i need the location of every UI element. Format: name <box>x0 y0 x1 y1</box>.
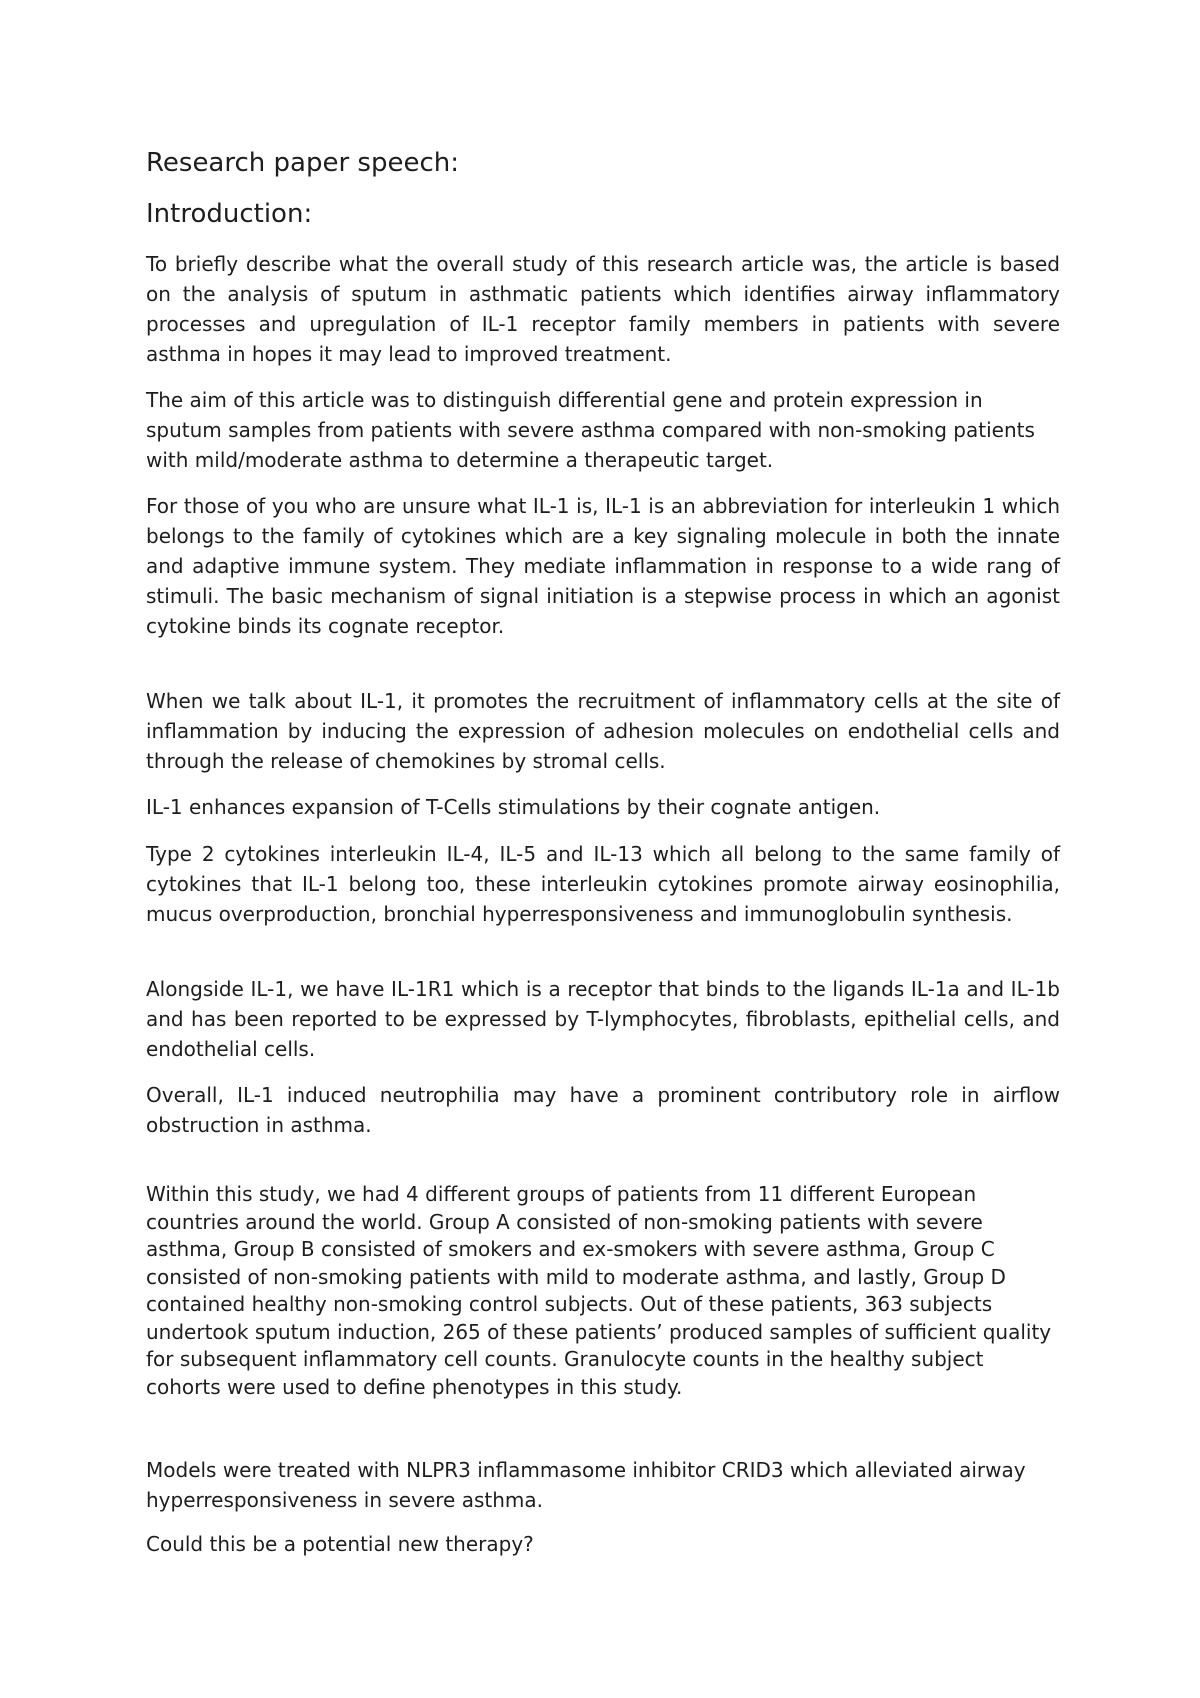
paragraph-il1-recruitment: When we talk about IL-1, it promotes the recruitment of inflammatory cells at the site of inflammation by inducing the expression of adhesion molecules on endothelial cells and through the release of chemokines by stromal cells. <box>146 689 1060 773</box>
document-title: Research paper speech: <box>146 148 459 178</box>
paragraph-neutrophilia: Overall, IL-1 induced neutrophilia may have a prominent contributory role in airflow obstruction in asthma. <box>146 1083 1060 1137</box>
paragraph-closing-question: Could this be a potential new therapy? <box>146 1532 534 1556</box>
paragraph-type2-cytokines: Type 2 cytokines interleukin IL-4, IL-5 and IL-13 which all belong to the same family of cytokines that IL-1 belong too, these interleukin cytokines promote airway eosinophilia, mucus overproduction, bronchial hyperresponsiveness and immunoglobulin synthesis. <box>146 842 1060 926</box>
paragraph-il1-tcells: IL-1 enhances expansion of T-Cells stimulations by their cognate antigen. <box>146 795 881 819</box>
paragraph-il1-definition: For those of you who are unsure what IL-1 is, IL-1 is an abbreviation for interleukin 1 which belongs to the family of cytokines which are a key signaling molecule in both the innate and adaptive immune system. They mediate inflammation in response to a wide rang of stimuli. The basic mechanism of signal initiation is a stepwise process in which an agonist cytokine binds its cognate receptor. <box>146 494 1060 638</box>
paragraph-crid3-treatment: Models were treated with NLPR3 inflammasome inhibitor CRID3 which alleviated airway hyperresponsiveness in severe asthma. <box>146 1458 1026 1512</box>
paragraph-study-overview: To briefly describe what the overall study of this research article was, the article is based on the analysis of sputum in asthmatic patients which identifies airway inflammatory processes and upregulation of IL-1 receptor family members in patients with severe asthma in hopes it may lead to improved treatment. <box>146 252 1060 366</box>
paragraph-article-aim: The aim of this article was to distinguish differential gene and protein expression in sputum samples from patients with severe asthma compared with non-smoking patients with mild/moderate asthma to determine a therapeutic target. <box>146 388 1035 472</box>
paragraph-patient-groups: Within this study, we had 4 different groups of patients from 11 different European countries around the world. Group A consisted of non-smoking patients with severe asthma, Group B consisted of smokers and ex-smokers with severe asthma, Group C consisted of non-smoking patients with mild to moderate asthma, and lastly, Group D contained healthy non-smoking control subjects. Out of these patients, 363 subjects undertook sputum induction, 265 of these patients’ produced samples of sufficient quality for subsequent inflammatory cell counts. Granulocyte counts in the healthy subject cohorts were used to define phenotypes in this study. <box>146 1182 1052 1399</box>
paragraph-il1r1-receptor: Alongside IL-1, we have IL-1R1 which is a receptor that binds to the ligands IL-1a and IL-1b and has been reported to be expressed by T-lymphocytes, fibroblasts, epithelial cells, and endothelial cells. <box>146 977 1060 1061</box>
section-heading-introduction: Introduction: <box>146 199 313 229</box>
